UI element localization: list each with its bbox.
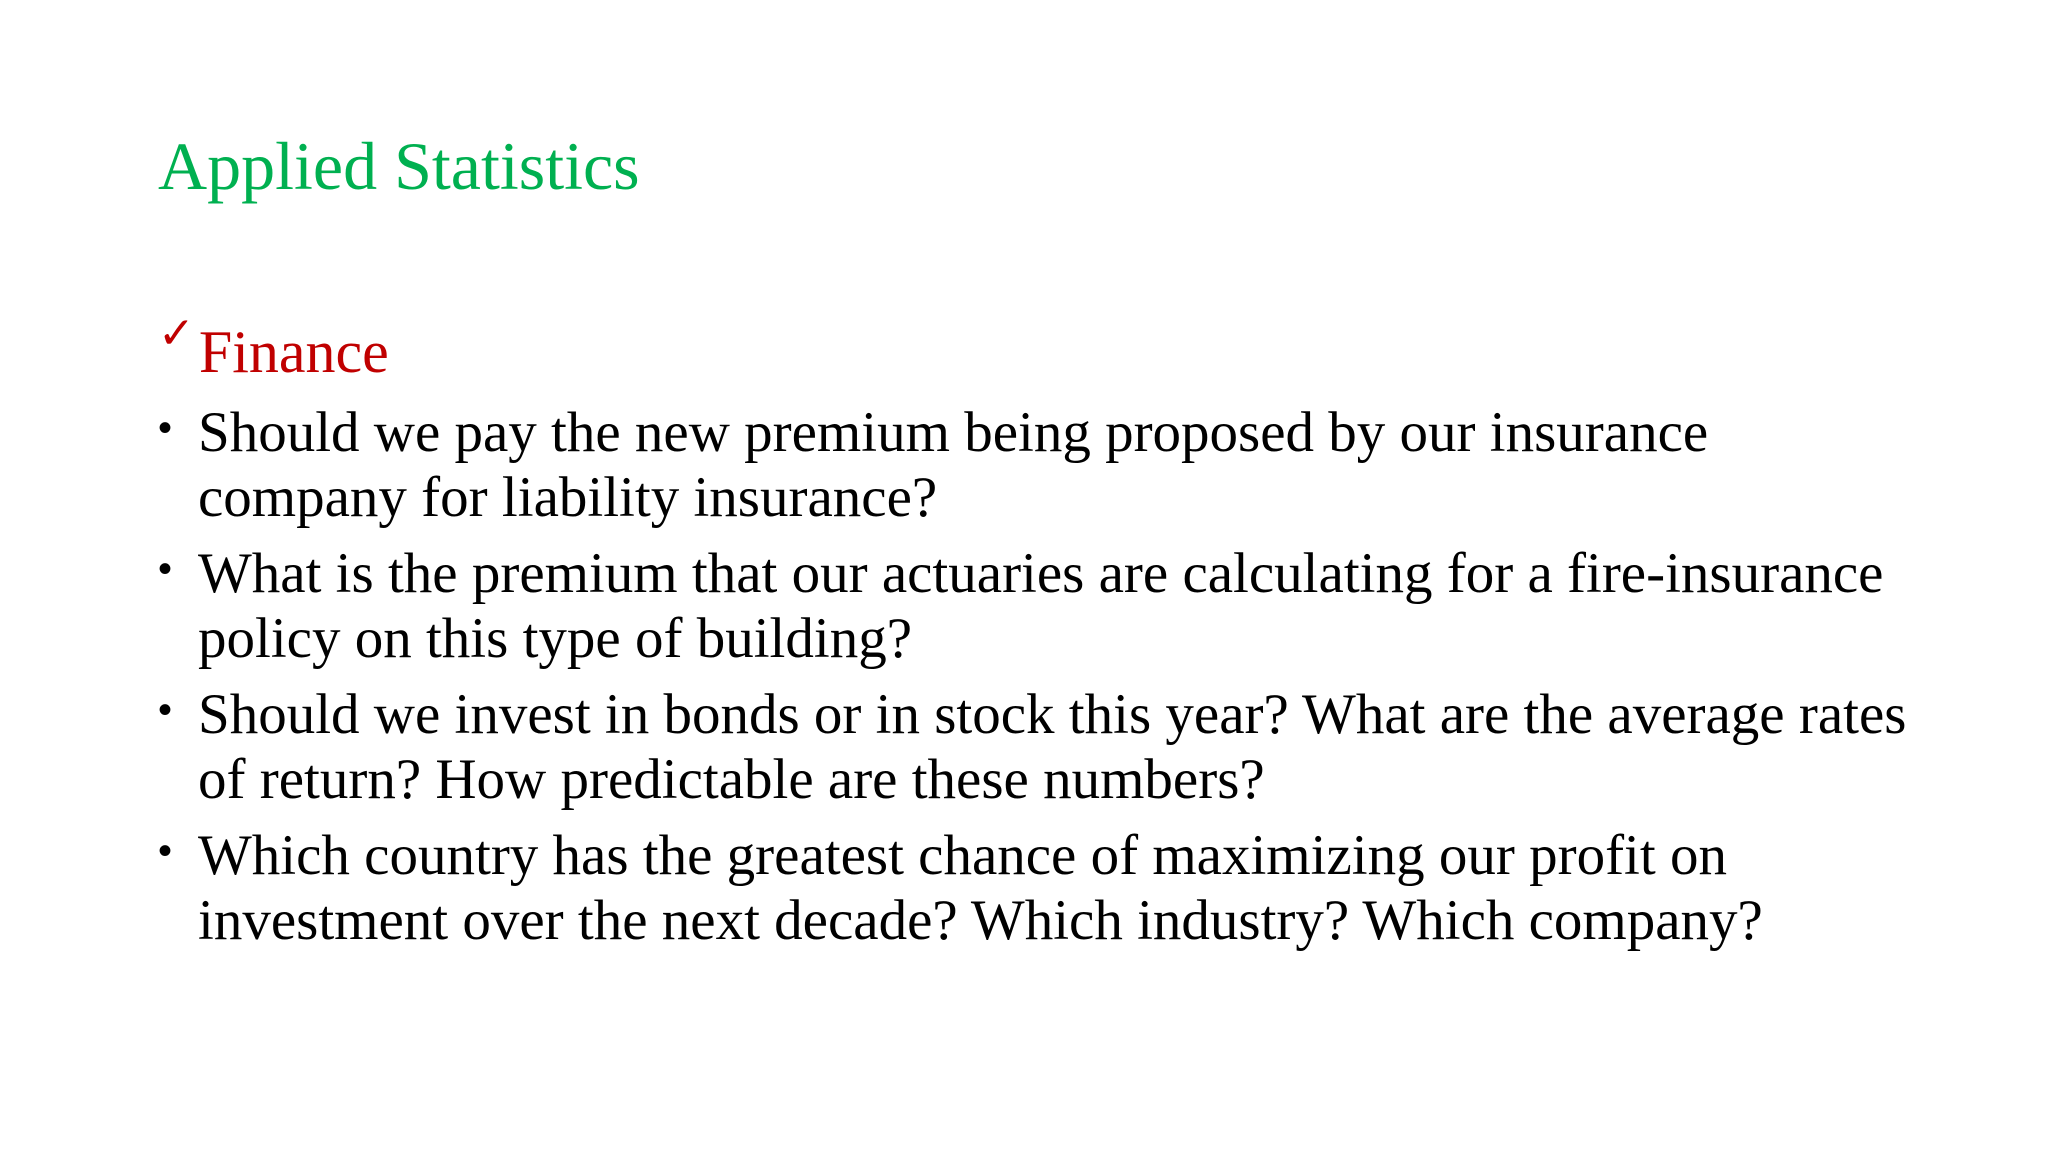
slide-title: Applied Statistics (158, 128, 640, 204)
bullet-text: Should we pay the new premium being proposed by our insurance company for liability insurance? (198, 401, 1709, 529)
bullet-icon: • (158, 406, 173, 450)
bullet-text: Which country has the greatest chance of maximizing our profit on investment over the next decade? Which industry? Which company? (198, 824, 1763, 952)
section-heading (158, 308, 389, 385)
bullet-item (158, 823, 1918, 953)
bullet-item (158, 682, 1918, 812)
bullet-icon: • (158, 688, 173, 732)
bullet-text: Should we invest in bonds or in stock this year? What are the average rates of return? How predictable are these numbers? (198, 683, 1907, 811)
bullet-icon: • (158, 829, 173, 873)
bullet-item (158, 541, 1918, 671)
section-label: Finance (198, 319, 389, 385)
bullet-text: What is the premium that our actuaries are calculating for a fire-insurance policy on this type of building? (198, 542, 1884, 670)
bullet-icon: • (158, 547, 173, 591)
bullet-item (158, 400, 1918, 530)
bullet-list (158, 400, 1918, 964)
check-icon: ✓ (158, 308, 195, 359)
